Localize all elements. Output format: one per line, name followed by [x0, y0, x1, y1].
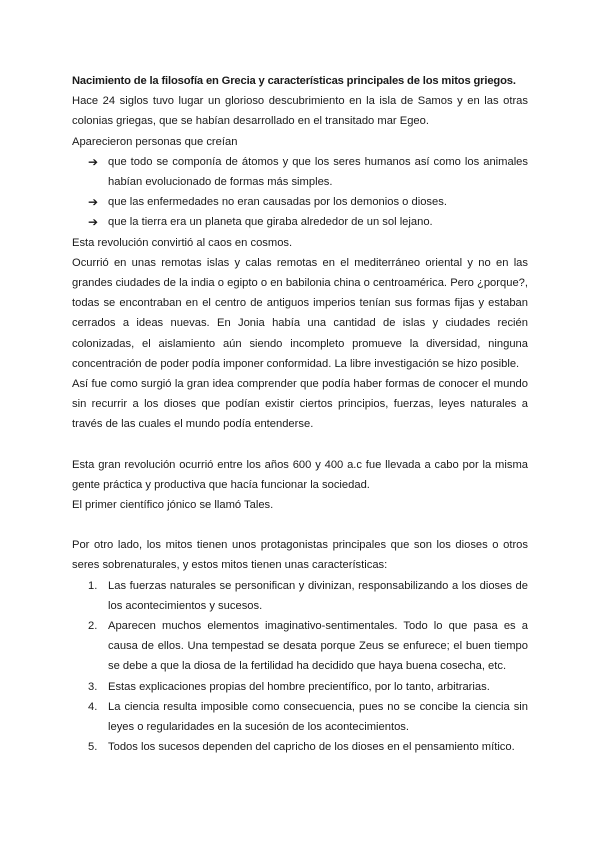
list-number: 3.	[88, 680, 98, 693]
characteristics-list	[72, 576, 528, 758]
intro-paragraph: Hace 24 siglos tuvo lugar un glorioso descubrimiento en la isla de Samos y en las otras colonias griegas, que se habían desarrollado en el transitado mar Egeo.	[72, 95, 528, 128]
list-item-text: que las enfermedades no eran causadas por los demonios o dioses.	[108, 196, 447, 209]
list-number: 2.	[88, 620, 98, 633]
list-number: 1.	[88, 579, 98, 592]
list-item	[88, 616, 528, 677]
paragraph-spacer	[72, 435, 528, 455]
beliefs-list	[72, 152, 528, 233]
idea-paragraph: Así fue como surgió la gran idea comprender que podía haber formas de conocer el mundo sin recurrir a los dioses que podían existir ciertos principios, fuerzas, leyes naturales a través de las cuales el mundo podía entenderse.	[72, 378, 528, 431]
people-intro: Aparecieron personas que creían	[72, 135, 238, 148]
paragraph-spacer	[72, 515, 528, 535]
list-item-text: Estas explicaciones propias del hombre precientífico, por lo tanto, arbitrarias.	[108, 680, 490, 693]
list-number: 5.	[88, 741, 98, 754]
arrow-bullet-icon: ➔	[88, 215, 99, 230]
list-item	[88, 697, 528, 737]
myths-intro-paragraph: Por otro lado, los mitos tienen unos protagonistas principales que son los dioses o otros seres sobrenaturales, y estos mitos tienen unas características:	[72, 539, 528, 572]
document-page	[72, 71, 528, 758]
revolution-sentence: Esta revolución convirtió al caos en cosmos.	[72, 236, 293, 249]
list-item	[88, 737, 528, 757]
list-item-text: que todo se componía de átomos y que los seres humanos así como los animales habían evolucionado de formas más simples.	[108, 155, 528, 189]
list-item-text: Las fuerzas naturales se personifican y divinizan, responsabilizando a los dioses de los acontecimientos y sucesos.	[108, 579, 528, 612]
arrow-bullet-icon: ➔	[88, 195, 99, 210]
list-item	[88, 192, 528, 212]
list-number: 4.	[88, 700, 98, 713]
list-item-text: Todos los sucesos dependen del capricho de los dioses en el pensamiento mítico.	[108, 741, 515, 754]
tales-paragraph: El primer científico jónico se llamó Tales.	[72, 499, 274, 512]
list-item	[88, 152, 528, 192]
dates-paragraph: Esta gran revolución ocurrió entre los años 600 y 400 a.c fue llevada a cabo por la misma gente práctica y productiva que hacía funcionar la sociedad.	[72, 458, 528, 491]
islands-paragraph: Ocurrió en unas remotas islas y calas remotas en el mediterráneo oriental y no en las grandes ciudades de la india o egipto o en babilonia china o centroamérica. Pero ¿porque?, todas se encontraban en el centro de antiguos imperios tenían sus formas fijas y estaban cerrados a ideas nuevas. En Jonia había una cantidad de islas y ciudades recién colonizadas, el aislamiento aún siendo incompleto promueve la diversidad, ninguna concentración de poder podía imponer conformidad. La libre investigación se hizo posible.	[72, 256, 528, 370]
arrow-bullet-icon: ➔	[88, 154, 99, 169]
list-item	[88, 212, 528, 232]
list-item-text: La ciencia resulta imposible como consecuencia, pues no se concibe la ciencia sin leyes o regularidades en la sucesión de los acontecimientos.	[108, 700, 528, 734]
list-item-text: Aparecen muchos elementos imaginativo-sentimentales. Todo lo que pasa es a causa de ellos. Una tempestad se desata porque Zeus se enfurece; el buen tiempo se debe a que la diosa de la fertilidad ha decidido que haya buena cosecha, etc.	[108, 620, 528, 673]
list-item	[88, 576, 528, 616]
list-item	[88, 677, 528, 697]
document-title: Nacimiento de la filosofía en Grecia y características principales de los mitos griegos.	[72, 75, 516, 87]
list-item-text: que la tierra era un planeta que giraba alrededor de un sol lejano.	[108, 216, 433, 229]
